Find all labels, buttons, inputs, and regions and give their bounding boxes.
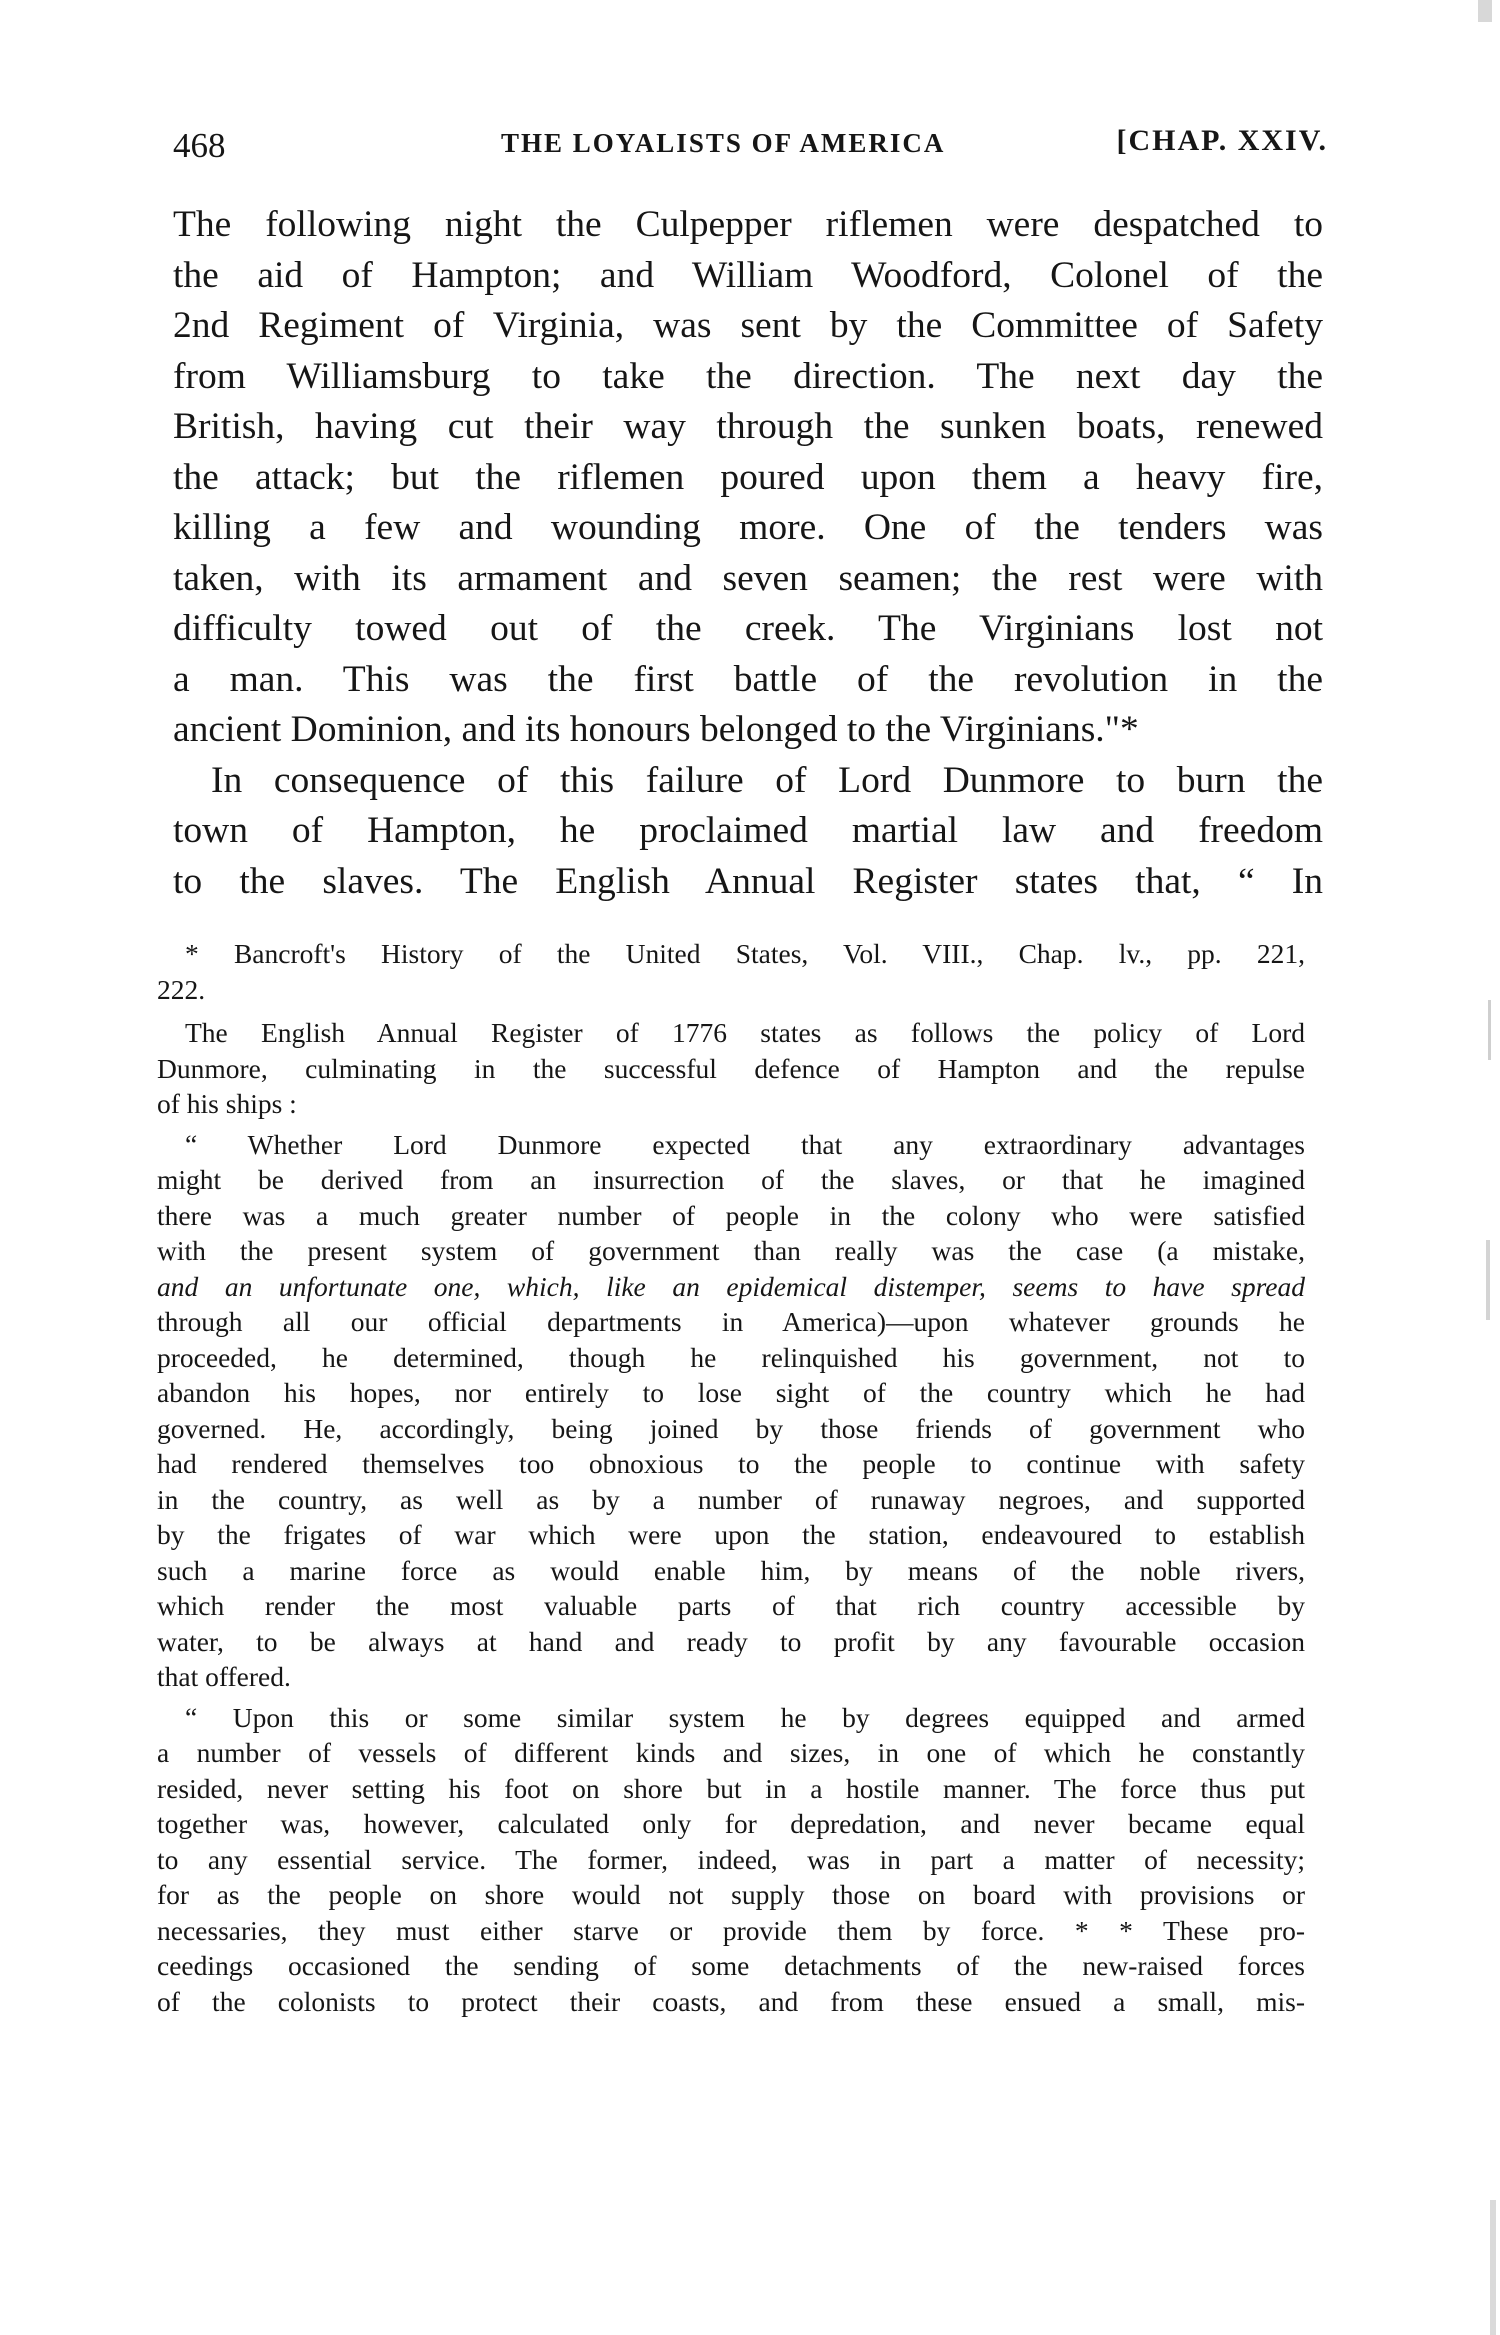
main-text [173, 200, 1323, 907]
footnote-line: abandon his hopes, nor entirely to lose sight of the country which he had [157, 1377, 1305, 1408]
footnote-line: such a marine force as would enable him, by means of the noble rivers, [157, 1554, 1305, 1586]
footnote-line: Dunmore, culminating in the successful defence of Hampton and the repulse [157, 1052, 1305, 1084]
body-line: the aid of Hampton; and William Woodford, Colonel of the [173, 254, 1323, 296]
body-line: ancient Dominion, and its honours belonged to the Virginians."* [173, 709, 1139, 750]
body-line: to the slaves. The English Annual Register states that, “ In [173, 860, 1323, 902]
footnote-line: together was, however, calculated only for depredation, and never became equal [157, 1808, 1305, 1839]
body-line: a man. This was the first battle of the revolution in the [173, 658, 1323, 700]
footnote-line: “ Whether Lord Dunmore expected that any extraordinary advantages [185, 1128, 1305, 1160]
chapter-label: [CHAP. XXIV. [1116, 124, 1328, 157]
footnote-line: had rendered themselves too obnoxious to the people to continue with safety [157, 1448, 1305, 1479]
body-line: In consequence of this failure of Lord Dunmore to burn the [211, 759, 1323, 801]
footnote-line: in the country, as well as by a number of runaway negroes, and supported [157, 1483, 1305, 1515]
footnote-line: to any essential service. The former, indeed, was in part a matter of necessity; [157, 1843, 1305, 1875]
footnote-line: there was a much greater number of people in the colony who were satisfied [157, 1199, 1305, 1231]
body-line: the attack; but the riflemen poured upon them a heavy fire, [173, 456, 1323, 498]
footnote-line: The English Annual Register of 1776 states as follows the policy of Lord [185, 1017, 1305, 1048]
body-line: from Williamsburg to take the direction. The next day the [173, 355, 1323, 397]
footnote-line: necessaries, they must either starve or provide them by force. * * These pro- [157, 1914, 1305, 1946]
running-title: THE LOYALISTS OF AMERICA [501, 128, 946, 158]
footnote-line: of the colonists to protect their coasts, and from these ensued a small, mis- [157, 1985, 1305, 2017]
scan-edge-marks [1460, 0, 1500, 2335]
footnote-line: * Bancroft's History of the United States, Vol. VIII., Chap. lv., pp. 221, [185, 938, 1305, 969]
footnotes [157, 936, 1305, 2019]
footnote-line: of his ships : [157, 1088, 297, 1119]
body-line: 2nd Regiment of Virginia, was sent by the Committee of Safety [173, 305, 1323, 346]
footnote-line: proceeded, he determined, though he relinquished his government, not to [157, 1341, 1305, 1373]
footnote-line: governed. He, accordingly, being joined by those friends of government who [157, 1412, 1305, 1444]
footnote-line: with the present system of government than really was the case (a mistake, [157, 1235, 1305, 1266]
running-head [173, 122, 1328, 172]
footnote-line: for as the people on shore would not supply those on board with provisions or [157, 1879, 1305, 1910]
page-number: 468 [173, 126, 226, 165]
footnote-line: a number of vessels of different kinds and sizes, in one of which he constantly [157, 1737, 1305, 1768]
body-line: killing a few and wounding more. One of the tenders was [173, 507, 1323, 548]
footnote-line: water, to be always at hand and ready to profit by any favourable occasion [157, 1625, 1305, 1657]
footnote-line: “ Upon this or some similar system he by degrees equipped and armed [185, 1701, 1305, 1733]
body-line: taken, with its armament and seven seamen; the rest were with [173, 557, 1323, 599]
footnote-line: resided, never setting his foot on shore but in a hostile manner. The force thus put [157, 1772, 1305, 1804]
footnote-line: that offered. [157, 1661, 291, 1692]
body-line: British, having cut their way through the sunken boats, renewed [173, 406, 1323, 447]
body-line: The following night the Culpepper riflemen were despatched to [173, 204, 1323, 245]
body-line: town of Hampton, he proclaimed martial law and freedom [173, 810, 1323, 851]
footnote-line: by the frigates of war which were upon the station, endeavoured to establish [157, 1519, 1305, 1550]
footnote-line: 222. [157, 973, 206, 1005]
footnote-line: ceedings occasioned the sending of some detachments of the new-raised forces [157, 1950, 1305, 1981]
footnote-line: and an unfortunate one, which, like an epidemical distemper, seems to have spread [157, 1270, 1305, 1302]
footnote-line: might be derived from an insurrection of the slaves, or that he imagined [157, 1164, 1305, 1195]
footnote-line: through all our official departments in America)—upon whatever grounds he [157, 1306, 1305, 1337]
footnote-line: which render the most valuable parts of that rich country accessible by [157, 1590, 1305, 1621]
body-line: difficulty towed out of the creek. The Virginians lost not [173, 608, 1323, 649]
